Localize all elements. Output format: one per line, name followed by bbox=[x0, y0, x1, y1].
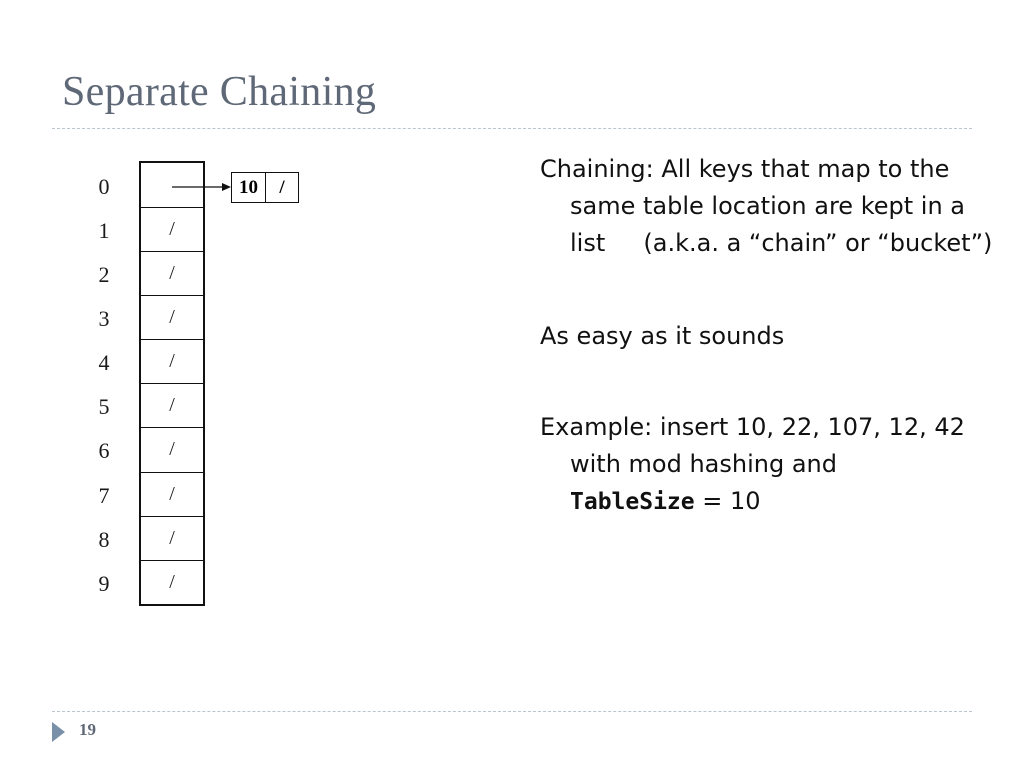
row-index: 0 bbox=[98, 174, 110, 199]
definition-line: Chaining: All keys that map to the bbox=[540, 155, 950, 183]
row-index: 1 bbox=[98, 218, 110, 243]
row-index: 5 bbox=[98, 394, 110, 419]
example-line: Example: insert 10, 22, 107, 12, 42 bbox=[540, 413, 965, 441]
definition-line: same table location are kept in a bbox=[570, 192, 965, 220]
row-index: 2 bbox=[98, 262, 110, 287]
row-index: 8 bbox=[98, 527, 110, 552]
chain-node-key: 10 bbox=[232, 173, 266, 202]
row-index: 3 bbox=[98, 306, 110, 331]
table-cell: / bbox=[169, 571, 175, 593]
tablesize-value: = 10 bbox=[694, 487, 761, 515]
row-index: 7 bbox=[98, 483, 110, 508]
example-text bbox=[540, 409, 1010, 521]
example-line bbox=[540, 483, 1010, 521]
table-cell: / bbox=[169, 262, 175, 284]
table-cell: / bbox=[169, 438, 175, 460]
table-cell bbox=[141, 163, 203, 207]
table-cell: / bbox=[169, 218, 175, 240]
page-number: 19 bbox=[79, 720, 96, 739]
hash-table bbox=[139, 161, 205, 606]
table-cell: / bbox=[169, 350, 175, 372]
row-index: 9 bbox=[98, 571, 110, 596]
row-index: 6 bbox=[98, 438, 110, 463]
table-cell: / bbox=[169, 483, 175, 505]
slide-title: Separate Chaining bbox=[62, 69, 377, 115]
table-cell: / bbox=[169, 527, 175, 549]
triangle-bullet-icon bbox=[52, 722, 65, 742]
footer-divider bbox=[52, 711, 972, 712]
definition-line: list (a.k.a. a “chain” or “bucket”) bbox=[570, 229, 993, 257]
table-cell: / bbox=[169, 394, 175, 416]
row-index: 4 bbox=[98, 350, 110, 375]
title-divider bbox=[52, 128, 972, 129]
table-cell: / bbox=[169, 306, 175, 328]
chain-node-next: / bbox=[279, 177, 285, 198]
easy-note: As easy as it sounds bbox=[540, 322, 785, 350]
example-line: with mod hashing and bbox=[570, 450, 837, 478]
chaining-definition bbox=[540, 151, 1010, 262]
chain-node bbox=[231, 172, 299, 203]
tablesize-code: TableSize bbox=[570, 489, 695, 515]
